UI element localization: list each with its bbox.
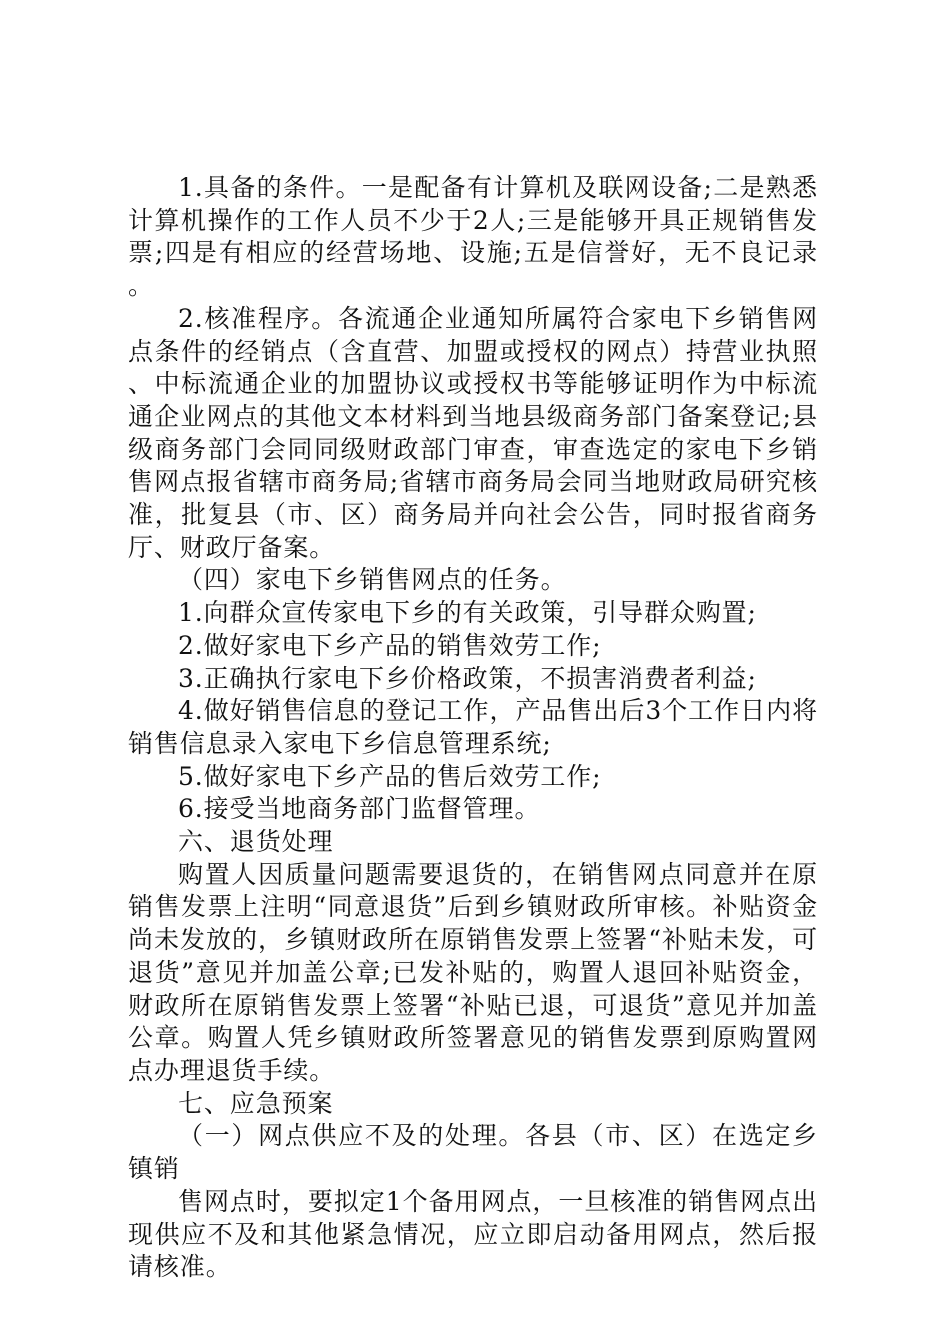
document-body <box>128 172 818 1284</box>
list-item-task-5: 5.做好家电下乡产品的售后效劳工作; <box>178 761 602 791</box>
list-item-task-3: 3.正确执行家电下乡价格政策，不损害消费者利益; <box>178 663 757 693</box>
section-heading-returns: 六、退货处理 <box>178 827 334 857</box>
list-item-task-4: 4.做好销售信息的登记工作，产品售出后3个工作日内将销售信息录入家电下乡信息管理系统; <box>128 696 818 758</box>
list-item-task-1: 1.向群众宣传家电下乡的有关政策，引导群众购置; <box>178 598 757 628</box>
paragraph-approval-procedure: 2.核准程序。各流通企业通知所属符合家电下乡销售网点条件的经销点（含直营、加盟或授权的网点）持营业执照、中标流通企业的加盟协议或授权书等能够证明作为中标流通企业网点的其他文本材料到当地县级商务部门备案登记;县级商务部门会同同级财政部门审查，审查选定的家电下乡销售网点报省辖市商务局;省辖市商务局会同当地财政局研究核准，批复县（市、区）商务局并向社会公告，同时报省商务厅、财政厅备案。 <box>128 303 818 562</box>
section-heading-emergency-plan: 七、应急预案 <box>178 1088 334 1118</box>
list-item-task-6: 6.接受当地商务部门监督管理。 <box>178 794 541 824</box>
paragraph-supply-shortage: （一）网点供应不及的处理。各县（市、区）在选定乡镇销 <box>128 1121 818 1184</box>
list-item-task-2: 2.做好家电下乡产品的销售效劳工作; <box>178 630 602 660</box>
section-heading-outlet-tasks: （四）家电下乡销售网点的任务。 <box>178 565 567 595</box>
paragraph-returns: 购置人因质量问题需要退货的，在销售网点同意并在原销售发票上注明“同意退货”后到乡镇财政所审核。补贴资金尚未发放的，乡镇财政所在原销售发票上签署“补贴未发，可退货”意见并加盖公章;已发补贴的，购置人退回补贴资金，财政所在原销售发票上签署“补贴已退，可退货”意见并加盖公章。购置人凭乡镇财政所签署意见的销售发票到原购置网点办理退货手续。 <box>128 859 818 1085</box>
paragraph-conditions: 1.具备的条件。一是配备有计算机及联网设备;二是熟悉计算机操作的工作人员不少于2人;三是能够开具正规销售发票;四是有相应的经营场地、设施;五是信誉好，无不良记录。 <box>128 173 818 301</box>
paragraph-backup-outlet: 售网点时，要拟定1个备用网点，一旦核准的销售网点出现供应不及和其他紧急情况，应立即启动备用网点，然后报请核准。 <box>128 1186 818 1282</box>
